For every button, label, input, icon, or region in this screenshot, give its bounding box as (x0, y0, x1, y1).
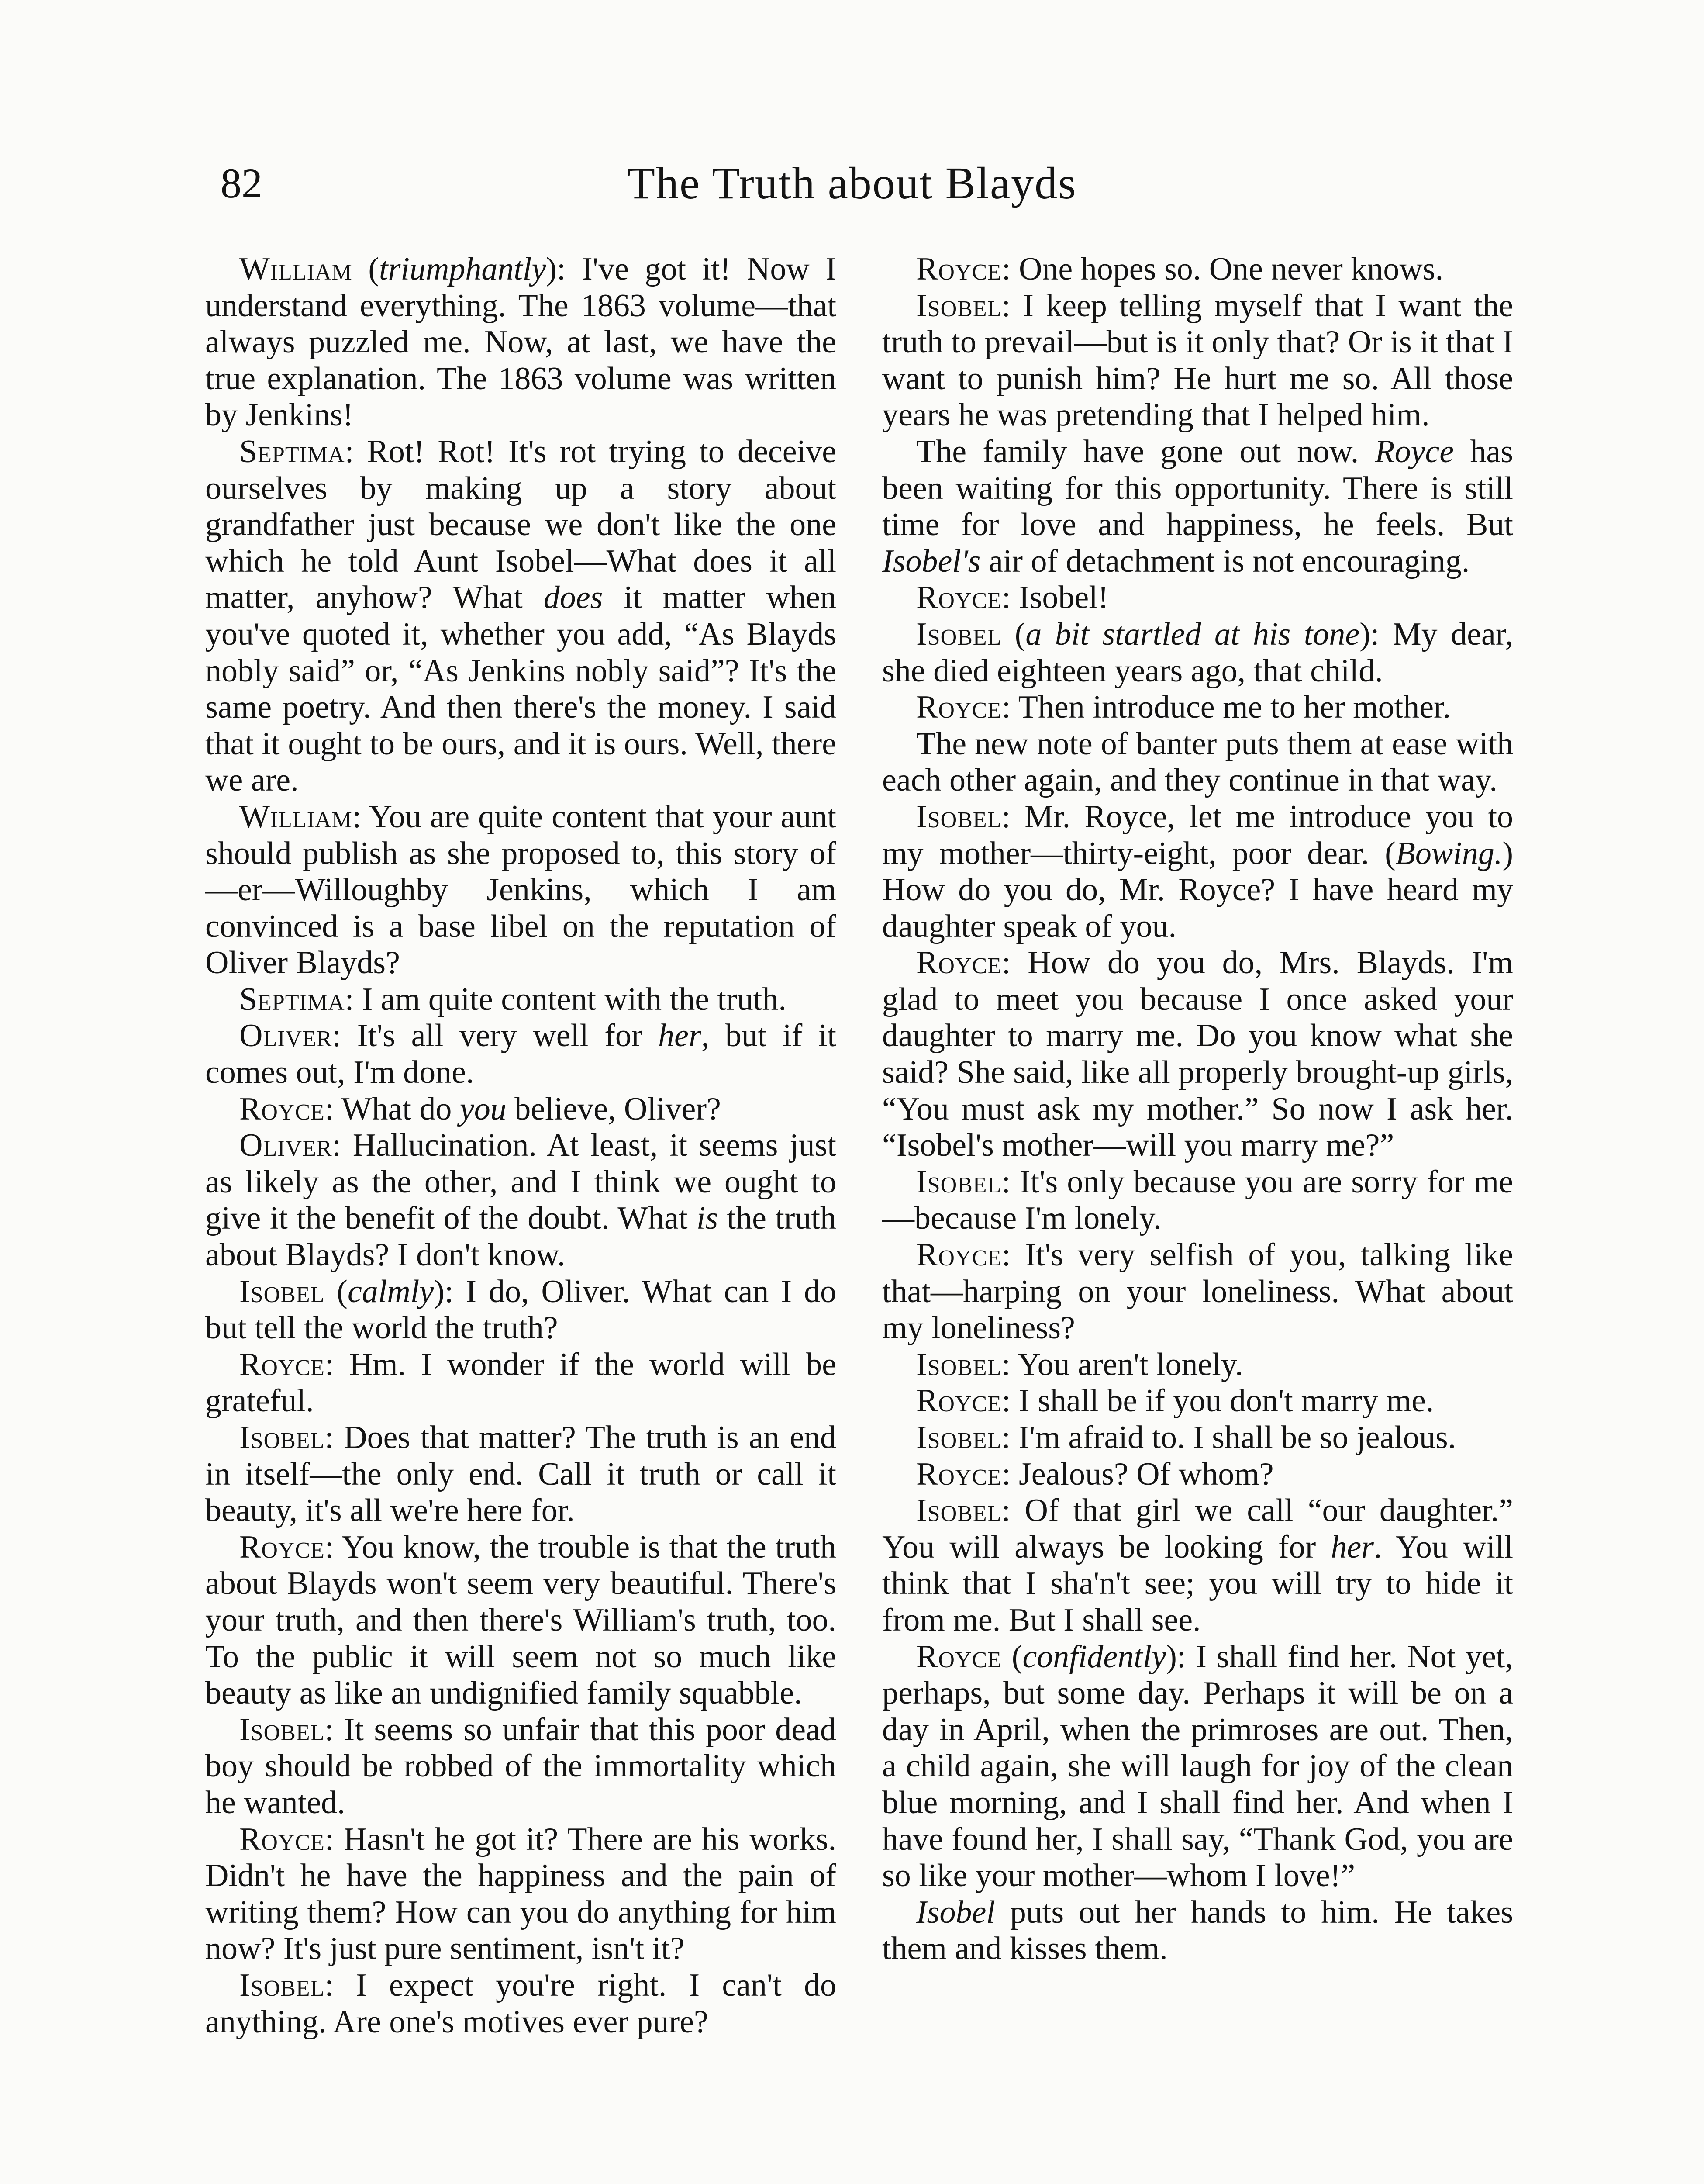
dialogue-text: : I'm afraid to. I shall be so jealous. (1001, 1420, 1456, 1455)
stage-direction: her (1331, 1529, 1374, 1565)
dialogue-text: : I am quite content with the truth. (345, 981, 786, 1017)
paragraph (205, 1347, 836, 1420)
speaker-name: Isobel (916, 1164, 1002, 1200)
speaker-name: Royce (916, 1456, 1002, 1492)
dialogue-text: : I keep telling myself that I want the truth to prevail—but is it only that? Or is it that I want to punish him? He hurt me so. All those years he was pretending that I helped him. (882, 287, 1513, 433)
speaker-name: Isobel (239, 1273, 325, 1310)
paragraph (882, 1894, 1513, 1967)
paragraph (882, 1237, 1513, 1347)
stage-direction: confidently (1022, 1638, 1166, 1675)
dialogue-text: : Jealous? Of whom? (1001, 1456, 1274, 1492)
dialogue-text: ( (1001, 1638, 1023, 1675)
speaker-name: Oliver (239, 1127, 332, 1164)
dialogue-text: ) How do you do, Mr. Royce? I have heard my daughter speak of you. (882, 835, 1513, 944)
paragraph (882, 726, 1513, 799)
speaker-name: Royce (916, 1638, 1002, 1675)
paragraph (205, 1274, 836, 1347)
speaker-name: Royce (916, 1383, 1002, 1419)
paragraph (882, 1493, 1513, 1638)
dialogue-text: The family have gone out now. (916, 433, 1375, 470)
stage-direction: Royce (1375, 433, 1454, 470)
paragraph (882, 616, 1513, 689)
dialogue-text: : You know, the trouble is that the truth about Blayds won't seem very beautiful. There's your truth, and then there's William's truth, too. To the public it will seem not so much like beauty as like an undignified family squabble. (205, 1529, 836, 1711)
dialogue-text: ): I do, Oliver. What can I do but tell the world the truth? (205, 1273, 836, 1346)
speaker-name: Royce (239, 1346, 325, 1382)
stage-direction: is (696, 1200, 718, 1237)
dialogue-text: : You are quite content that your aunt should publish as she proposed to, this story of—er—Willoughby Jenkins, which I am convinced is a base libel on the reputation of Oliver Blayds? (205, 798, 836, 981)
dialogue-text: ( (352, 251, 379, 287)
speaker-name: Septima (239, 433, 345, 470)
dialogue-text: ): I shall find her. Not yet, perhaps, but some day. Perhaps it will be on a day in April, when the primroses are out. Then, a child again, she will laugh for joy of the clean blue morning, and I shall find her. And when I have found her, I shall say, “Thank God, you are so like your mother—whom I love!” (882, 1638, 1513, 1894)
page-header (0, 157, 1704, 210)
speaker-name: Isobel (916, 287, 1002, 324)
dialogue-text: : You aren't lonely. (1001, 1346, 1243, 1382)
paragraph (205, 251, 836, 434)
dialogue-text: the truth about Blayds? I don't know. (205, 1200, 836, 1273)
paragraph (882, 434, 1513, 580)
dialogue-text: believe, Oliver? (506, 1091, 721, 1127)
paragraph (882, 251, 1513, 288)
dialogue-text: it matter when you've quoted it, whether you add, “As Blayds nobly said” or, “As Jenkins nobly said”? It's the same poetry. And then there's the money. I said that it ought to be ours, and it is ours. Well, there we are. (205, 580, 836, 798)
dialogue-text: : Then introduce me to her mother. (1001, 689, 1451, 726)
speaker-name: William (239, 798, 352, 835)
paragraph (882, 799, 1513, 945)
speaker-name: Royce (916, 1237, 1002, 1273)
paragraph (205, 1127, 836, 1273)
speaker-name: Isobel (916, 1346, 1002, 1382)
dialogue-text: : Does that matter? The truth is an end in itself—the only end. Call it truth or call it beauty, it's all we're here for. (205, 1420, 836, 1529)
dialogue-text: ): My dear, she died eighteen years ago, that child. (882, 616, 1513, 689)
dialogue-text: ( (324, 1273, 348, 1310)
dialogue-text: ( (1001, 616, 1026, 652)
paragraph (882, 945, 1513, 1164)
dialogue-text: ): I've got it! Now I understand everything. The 1863 volume—that always puzzled me. Now, at last, we have the true explanation. The 1863 volume was written by Jenkins! (205, 251, 836, 433)
speaker-name: Isobel (916, 616, 1002, 652)
running-title: The Truth about Blayds (627, 158, 1077, 208)
speaker-name: Septima (239, 981, 345, 1017)
dialogue-text: : One hopes so. One never knows. (1001, 251, 1444, 287)
paragraph (882, 288, 1513, 434)
paragraph (882, 1456, 1513, 1493)
dialogue-text: : Of that girl we call “our daughter.” You will always be looking for (882, 1493, 1513, 1565)
stage-direction: Isobel (916, 1894, 995, 1930)
dialogue-text: : Hasn't he got it? There are his works. Didn't he have the happiness and the pain of writing them? How can you do anything for him now? It's just pure sentiment, isn't it? (205, 1821, 836, 1967)
dialogue-text: , but if it comes out, I'm done. (205, 1018, 836, 1091)
speaker-name: Isobel (239, 1420, 325, 1455)
dialogue-text: air of detachment is not encouraging. (980, 543, 1470, 579)
dialogue-text: puts out her hands to him. He takes them and kisses them. (882, 1894, 1513, 1967)
dialogue-text: : Hm. I wonder if the world will be grateful. (205, 1346, 836, 1419)
dialogue-text: : It's only because you are sorry for me—because I'm lonely. (882, 1164, 1513, 1237)
dialogue-text: : What do (324, 1091, 460, 1127)
paragraph (882, 1383, 1513, 1420)
paragraph (882, 1164, 1513, 1237)
stage-direction: does (543, 580, 603, 616)
stage-direction: calmly (347, 1273, 434, 1310)
dialogue-text: : It seems so unfair that this poor dead boy should be robbed of the immortality which he wanted. (205, 1711, 836, 1821)
dialogue-text: : It's very selfish of you, talking like that—harping on your loneliness. What about my loneliness? (882, 1237, 1513, 1346)
paragraph (205, 799, 836, 981)
paragraph (882, 689, 1513, 726)
dialogue-text: : Hallucination. At least, it seems just as likely as the other, and I think we ought to give it the benefit of the doubt. What (205, 1127, 836, 1237)
paragraph (205, 1018, 836, 1091)
dialogue-text: : It's all very well for (332, 1018, 659, 1054)
page-number: 82 (221, 160, 262, 207)
speaker-name: Royce (239, 1529, 325, 1565)
right-column (882, 251, 1513, 2182)
dialogue-text: . You will think that I sha'n't see; you will try to hide it from me. But I shall see. (882, 1529, 1513, 1638)
dialogue-text: : Mr. Royce, let me introduce you to my mother—thirty-eight, poor dear. ( (882, 798, 1513, 871)
dialogue-text: : I shall be if you don't marry me. (1001, 1383, 1434, 1419)
speaker-name: Isobel (239, 1967, 325, 2003)
stage-direction: her (658, 1018, 701, 1054)
dialogue-text: : How do you do, Mrs. Blayds. I'm glad to meet you because I once asked your daughter to marry me. Do you know what she said? She said, like all properly brought-up girls, “You must ask my mother.” So now I ask her. “Isobel's mother—will you marry me?” (882, 945, 1513, 1164)
stage-direction: a bit startled at his tone (1025, 616, 1360, 652)
dialogue-text: : I expect you're right. I can't do anything. Are one's motives ever pure? (205, 1967, 836, 2040)
speaker-name: Royce (239, 1091, 325, 1127)
speaker-name: Royce (916, 251, 1002, 287)
paragraph (205, 1529, 836, 1712)
stage-direction: Bowing. (1395, 835, 1503, 871)
paragraph (882, 580, 1513, 616)
paragraph (205, 1420, 836, 1529)
stage-direction: triumphantly (379, 251, 546, 287)
dialogue-text: : Isobel! (1001, 580, 1109, 616)
paragraph (205, 1712, 836, 1821)
paragraph (205, 1967, 836, 2040)
paragraph (205, 1091, 836, 1128)
speaker-name: William (239, 251, 352, 287)
paragraph (882, 1420, 1513, 1456)
dialogue-text: has been waiting for this opportunity. There is still time for love and happiness, he feels. But (882, 433, 1513, 543)
paragraph (205, 1821, 836, 1967)
speaker-name: Oliver (239, 1018, 332, 1054)
dialogue-text: The new note of banter puts them at ease with each other again, and they continue in that way. (882, 726, 1513, 798)
dialogue-text: : Rot! Rot! It's rot trying to deceive ourselves by making up a story about grandfather just because we don't like the one which he told Aunt Isobel—What does it all matter, anyhow? What (205, 433, 836, 616)
speaker-name: Royce (916, 689, 1002, 726)
speaker-name: Isobel (239, 1711, 325, 1748)
paragraph (882, 1347, 1513, 1383)
speaker-name: Royce (239, 1821, 325, 1857)
speaker-name: Isobel (916, 1493, 1002, 1529)
paragraph (205, 434, 836, 799)
speaker-name: Isobel (916, 1420, 1002, 1455)
stage-direction: Isobel's (882, 543, 981, 579)
speaker-name: Royce (916, 580, 1002, 616)
speaker-name: Isobel (916, 798, 1002, 835)
speaker-name: Royce (916, 945, 1002, 981)
stage-direction: you (459, 1091, 507, 1127)
left-column (205, 251, 836, 2182)
paragraph (882, 1639, 1513, 1894)
paragraph (205, 981, 836, 1018)
